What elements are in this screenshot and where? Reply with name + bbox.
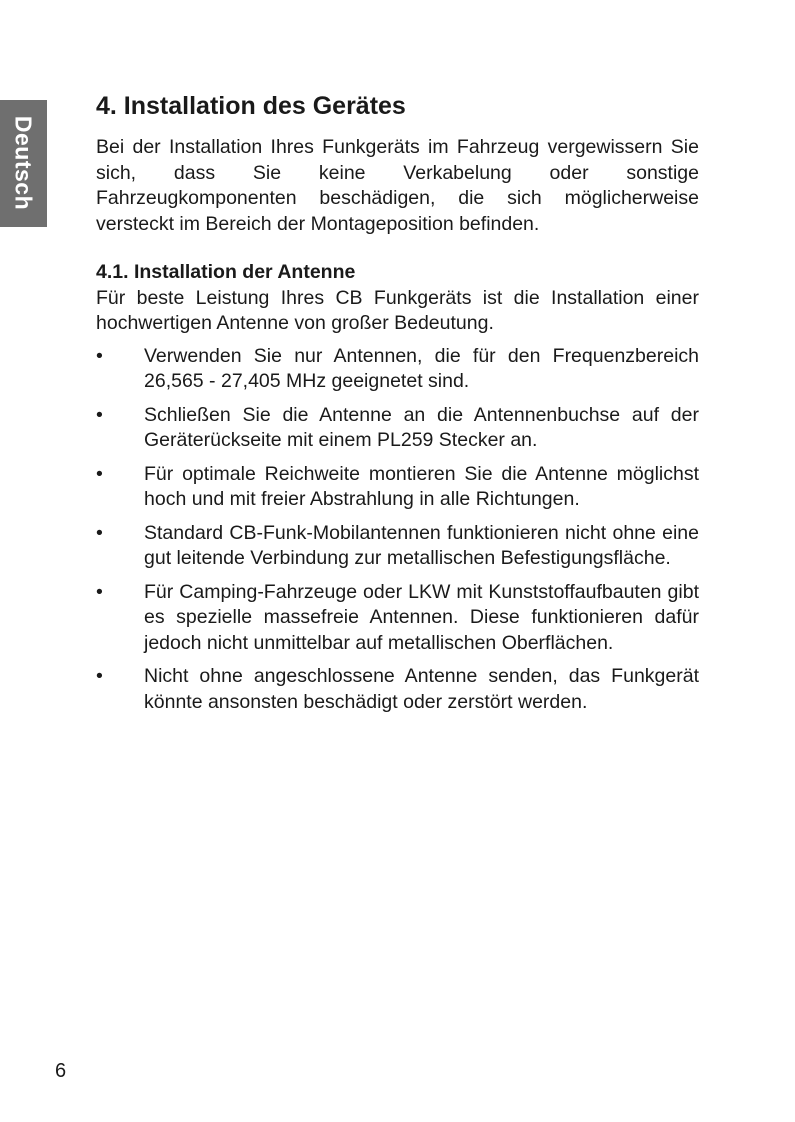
list-item (96, 521, 699, 572)
bullet-icon: • (96, 403, 103, 426)
list-item-text: Nicht ohne angeschlossene Antenne senden, das Funkgerät könnte ansonsten beschädigt oder zerstört werden. (144, 665, 699, 713)
page-title: 4. Installation des Gerätes (96, 92, 406, 120)
list-item (96, 344, 699, 395)
list-item-text: Schließen Sie die Antenne an die Antennenbuchse auf der Geräterückseite mit einem PL259 Stecker an. (144, 403, 699, 451)
list-item-text: Für optimale Reichweite montieren Sie die Antenne möglichst hoch und mit freier Abstrahlung in alle Richtungen. (144, 462, 699, 510)
bullet-icon: • (96, 665, 103, 687)
page-number: 6 (55, 1060, 67, 1082)
bullet-icon: • (96, 462, 103, 485)
bullet-icon: • (96, 344, 103, 367)
language-side-tab (0, 100, 47, 227)
list-item-text: Für Camping-Fahrzeuge oder LKW mit Kunststoffaufbauten gibt es spezielle massefreie Antennen. Diese funktionieren dafür jedoch nicht unmittelbar auf metallischen Oberflächen. (144, 580, 699, 654)
page-content (96, 90, 699, 723)
instruction-list (96, 344, 699, 716)
language-tab-label: Deutsch (10, 115, 37, 211)
list-item (96, 403, 699, 454)
list-item-text: Verwenden Sie nur Antennen, die für den Frequenzbereich 26,565 - 27,405 MHz geeignetet sind. (144, 344, 699, 392)
bullet-icon: • (96, 521, 103, 544)
list-item-text: Standard CB-Funk-Mobilantennen funktionieren nicht ohne eine gut leitende Verbindung zur metallischen Befestigungsfläche. (144, 521, 699, 569)
list-item (96, 664, 699, 715)
list-item (96, 462, 699, 513)
intro-paragraph: Bei der Installation Ihres Funkgeräts im Fahrzeug vergewissern Sie sich, dass Sie keine Verkabelung oder sonstige Fahrzeugkomponenten beschädigen, die sich möglicherweise versteckt im Bereich der Montageposition befinden. (96, 136, 699, 235)
list-item (96, 580, 699, 657)
section-paragraph: Für beste Leistung Ihres CB Funkgeräts ist die Installation einer hochwertigen Antenne von großer Bedeutung. (96, 286, 699, 334)
section-title: 4.1. Installation der Antenne (96, 261, 356, 283)
bullet-icon: • (96, 580, 103, 603)
